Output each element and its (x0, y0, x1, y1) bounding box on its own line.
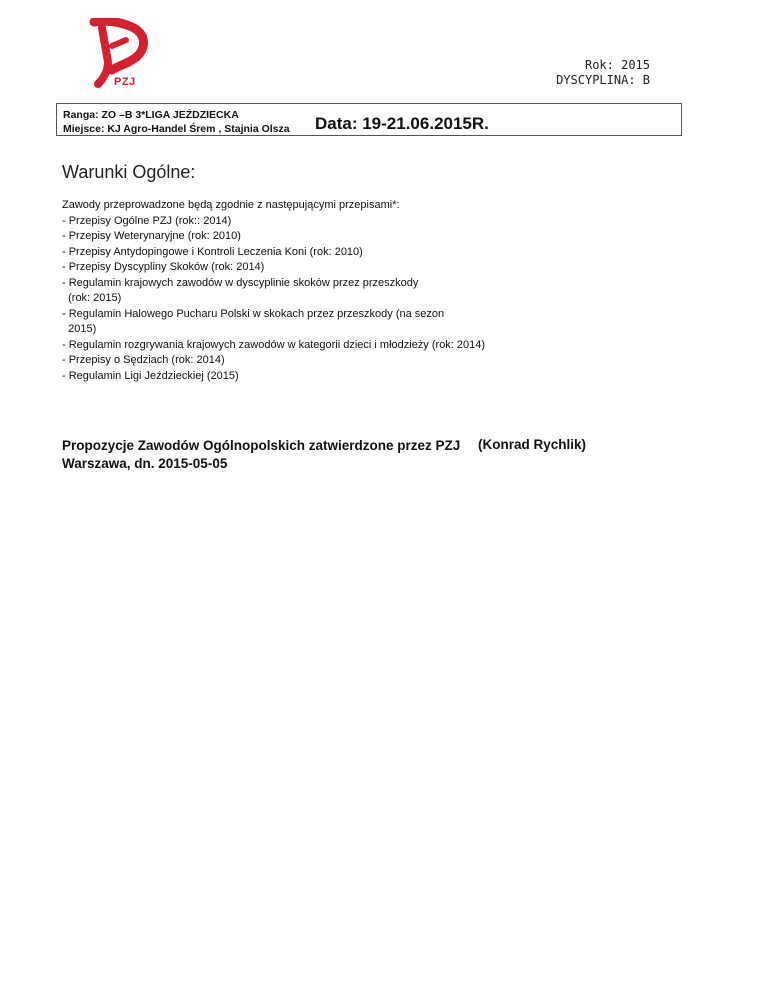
place-text: Miejsce: KJ Agro-Handel Śrem , Stajnia Olsza (63, 123, 290, 135)
list-item: - Przepisy Ogólne PZJ (rok:: 2014) (62, 214, 232, 227)
header-meta (556, 58, 650, 88)
list-item: - Przepisy Dyscypliny Skoków (rok: 2014) (62, 261, 265, 273)
approver-name: (Konrad Rychlik) (478, 437, 587, 452)
list-item: Zawody przeprowadzone będą zgodnie z następującymi przepisami*: (62, 199, 400, 211)
list-item: - Regulamin Halowego Pucharu Polski w skokach przez przeszkody (na sezon (62, 307, 445, 320)
place-date-text: Warszawa, dn. 2015-05-05 (62, 456, 228, 471)
event-info-left (63, 108, 290, 136)
list-item: (rok: 2015) (62, 292, 122, 304)
event-info-box (56, 103, 682, 136)
list-item: 2015) (62, 323, 97, 335)
year-label: Rok: 2015 (584, 58, 650, 72)
list-item: - Przepisy Weterynaryjne (rok: 2010) (62, 230, 241, 242)
regulations-list (62, 198, 485, 384)
list-item: - Przepisy Antydopingowe i Kontroli Leczenia Koni (rok: 2010) (62, 245, 363, 258)
discipline-label: DYSCYPLINA: B (556, 73, 650, 87)
list-item: - Regulamin rozgrywania krajowych zawodów w kategorii dzieci i młodzieży (rok: 2014) (62, 338, 486, 351)
list-item: - Przepisy o Sędziach (rok: 2014) (62, 354, 225, 366)
list-item: - Regulamin Ligi Jeździeckiej (2015) (62, 369, 239, 382)
approval-text: Propozycje Zawodów Ogólnopolskich zatwierdzone przez PZJ (62, 438, 461, 453)
section-title: Warunki Ogólne: (62, 162, 196, 182)
logo-text: PZJ (114, 76, 136, 88)
event-date: Data: 19-21.06.2015R. (315, 114, 489, 133)
rank-text: Ranga: ZO –B 3*LIGA JEŹDZIECKA (63, 109, 239, 121)
approval-block (62, 437, 460, 473)
list-item: - Regulamin krajowych zawodów w dyscyplinie skoków przez przeszkody (62, 276, 419, 289)
